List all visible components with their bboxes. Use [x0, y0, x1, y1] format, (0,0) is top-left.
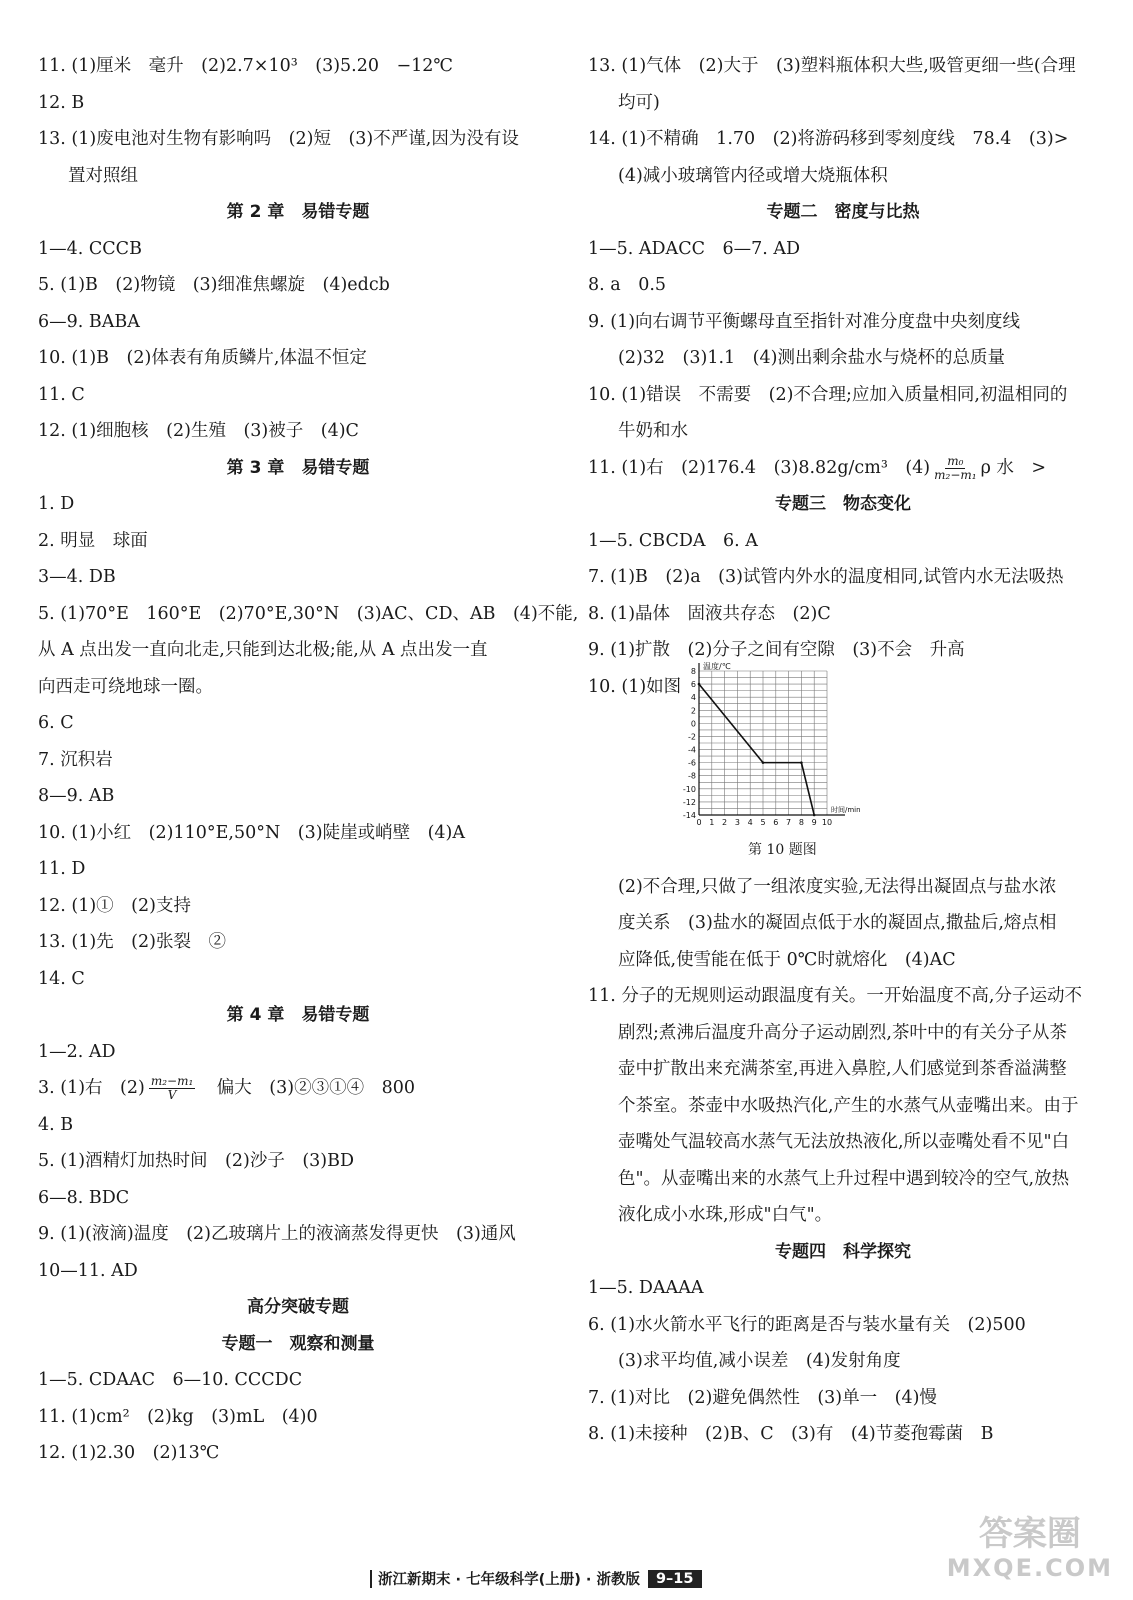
- answer-line: 7. (1)对比 (2)避免偶然性 (3)单一 (4)慢: [588, 1387, 937, 1408]
- answer-line: 13. (1)先 (2)张裂 ②: [38, 932, 226, 952]
- answer-line: 11. (1)厘米 毫升 (2)2.7×10³ (3)5.20 −12℃: [38, 56, 454, 76]
- answer-line: 11. C: [38, 384, 85, 405]
- answer-line: 10. (1)错误 不需要 (2)不合理;应加入质量相同,初温相同的: [588, 384, 1068, 405]
- fraction-numerator: m₂−m₁: [150, 1074, 194, 1088]
- answer-line: 3—4. DB: [38, 567, 116, 587]
- fraction-numerator: m₀: [947, 453, 964, 468]
- answer-line: 5. (1)70°E 160°E (2)70°E,30°N (3)AC、CD、AB (4)不能,: [38, 603, 579, 624]
- answer-line: 8—9. AB: [38, 786, 115, 806]
- answer-line: 11. 分子的无规则运动跟温度有关。一开始温度不高,分子运动不: [588, 986, 1082, 1006]
- answer-line: 10. (1)B (2)体表有角质鳞片,体温不恒定: [38, 348, 367, 368]
- answer-line: 1—4. CCCB: [38, 238, 142, 259]
- answer-line: 1—5. CDAAC 6—10. CCCDC: [38, 1370, 303, 1390]
- section-heading: 第 3 章 易错专题: [226, 457, 370, 478]
- x-axis-label: 时间/min: [831, 805, 861, 814]
- answer-line: 8. a 0.5: [588, 275, 667, 295]
- answer-line-continued: 色"。从壶嘴出来的水蒸气上升过程中遇到较冷的空气,放热: [618, 1168, 1070, 1189]
- answer-line: 13. (1)废电池对生物有影响吗 (2)短 (3)不严谨,因为没有设: [38, 129, 519, 149]
- cooling-curve-chart: [673, 659, 863, 834]
- y-tick-label: -14: [682, 810, 696, 820]
- x-tick-label: 2: [722, 817, 728, 827]
- answer-line-continued: 壶嘴处气温较高水蒸气无法放热液化,所以壶嘴处看不见"白: [618, 1132, 1070, 1152]
- y-tick-label: -12: [682, 797, 696, 807]
- watermark-url: MXQE.COM: [946, 1554, 1113, 1582]
- data-point: [762, 761, 765, 764]
- answer-line-continued: 个茶室。茶壶中水吸热汽化,产生的水蒸气从壶嘴出来。由于: [618, 1095, 1079, 1116]
- fraction-denominator: m₂−m₁: [934, 467, 977, 482]
- figure-row: [588, 661, 1098, 869]
- answer-line: 8. (1)晶体 固液共存态 (2)C: [588, 603, 831, 624]
- data-point: [800, 761, 803, 764]
- answer-line-continued: (2)32 (3)1.1 (4)测出剩余盐水与烧杯的总质量: [618, 348, 1005, 368]
- watermark-text: 答案圈: [978, 1514, 1081, 1554]
- answer-line-continued: 剧烈;煮沸后温度升高分子运动剧烈,茶叶中的有关分子从茶: [618, 1022, 1067, 1043]
- section-heading: 高分突破专题: [247, 1297, 349, 1317]
- answer-line-continued: (4)减小玻璃管内径或增大烧瓶体积: [618, 165, 888, 186]
- y-tick-label: 0: [690, 718, 696, 728]
- data-point: [698, 682, 701, 685]
- answer-line: 向西走可绕地球一圈。: [38, 676, 213, 697]
- answer-line: 14. (1)不精确 1.70 (2)将游码移到零刻度线 78.4 (3)>: [588, 129, 1069, 149]
- answer-line: 13. (1)气体 (2)大于 (3)塑料瓶体积大些,吸管更细一些(合理: [588, 56, 1076, 76]
- y-tick-label: 4: [690, 692, 696, 702]
- answer-line-continued: 置对照组: [68, 165, 138, 186]
- answer-line: 8. (1)未接种 (2)B、C (3)有 (4)节菱孢霉菌 B: [588, 1424, 994, 1444]
- footer-title: 浙江新期末 · 七年级科学(上册) · 浙教版: [378, 1572, 640, 1588]
- x-tick-label: 7: [786, 817, 792, 827]
- section-heading: 专题一 观察和测量: [221, 1333, 375, 1354]
- y-tick-label: 2: [690, 705, 696, 715]
- y-tick-label: -2: [688, 731, 696, 741]
- answer-line: 12. (1)① (2)支持: [38, 895, 191, 916]
- y-tick-label: -8: [688, 771, 696, 781]
- x-tick-label: 5: [760, 817, 766, 827]
- y-tick-label: 8: [690, 666, 696, 676]
- answer-line: 1. D: [38, 494, 75, 514]
- section-heading: 专题三 物态变化: [775, 494, 911, 514]
- answer-label: 10. (1)如图: [588, 676, 682, 697]
- answer-text: 偏大 (3)②③①④ 800: [199, 1078, 415, 1098]
- answer-line-with-fraction: [38, 1070, 558, 1107]
- answer-line: 12. (1)2.30 (2)13℃: [38, 1443, 220, 1463]
- answer-line: 9. (1)(液滴)温度 (2)乙玻璃片上的液滴蒸发得更快 (3)通风: [38, 1224, 516, 1244]
- x-tick-label: 1: [709, 817, 715, 827]
- section-heading: 第 4 章 易错专题: [226, 1005, 370, 1025]
- answer-line: 6—9. BABA: [38, 311, 140, 332]
- answer-line: 10. (1)小红 (2)110°E,50°N (3)陡崖或峭壁 (4)A: [38, 822, 466, 843]
- y-tick-label: -10: [682, 784, 696, 794]
- data-point: [813, 813, 816, 816]
- x-tick-label: 4: [747, 817, 753, 827]
- answer-line: 5. (1)酒精灯加热时间 (2)沙子 (3)BD: [38, 1151, 355, 1171]
- answer-line: 4. B: [38, 1114, 74, 1135]
- left-column: [38, 48, 579, 1472]
- answer-line: 6—8. BDC: [38, 1187, 130, 1208]
- section-heading: 专题二 密度与比热: [766, 202, 920, 222]
- answer-line: 6. (1)水火箭水平飞行的距离是否与装水量有关 (2)500: [588, 1314, 1026, 1335]
- answer-line: 9. (1)向右调节平衡螺母直至指针对准分度盘中央刻度线: [588, 311, 1021, 332]
- answer-text: 3. (1)右 (2): [38, 1078, 145, 1098]
- answer-line: 1—2. AD: [38, 1041, 116, 1062]
- page-footer: [370, 1568, 702, 1589]
- answer-text: 11. (1)右 (2)176.4 (3)8.82g/cm³ (4): [588, 457, 931, 478]
- section-heading: 专题四 科学探究: [775, 1241, 911, 1262]
- answer-line-continued: 应降低,使雪能在低于 0℃时就熔化 (4)AC: [618, 949, 956, 970]
- answer-line-continued: 液化成小水珠,形成"白气"。: [618, 1205, 833, 1225]
- answer-line: 7. (1)B (2)a (3)试管内外水的温度相同,试管内水无法吸热: [588, 567, 1064, 587]
- answer-line: 7. 沉积岩: [38, 749, 113, 770]
- answer-line: 1—5. CBCDA 6. A: [588, 530, 758, 551]
- y-tick-label: 6: [690, 679, 696, 689]
- answer-line: 11. (1)cm² (2)kg (3)mL (4)0: [38, 1406, 318, 1427]
- figure-caption: 第 10 题图: [748, 841, 817, 858]
- answer-line: 1—5. ADACC 6—7. AD: [588, 238, 801, 259]
- y-tick-label: -4: [688, 745, 696, 755]
- answer-line: 2. 明显 球面: [38, 530, 148, 551]
- answer-line-continued: (2)不合理,只做了一组浓度实验,无法得出凝固点与盐水浓: [618, 876, 1057, 897]
- x-tick-label: 8: [798, 817, 804, 827]
- page-number: 9–15: [648, 1570, 702, 1588]
- answer-line: 从 A 点出发一直向北走,只能到达北极;能,从 A 点出发一直: [38, 640, 488, 660]
- answer-line-with-fraction: [588, 450, 1098, 487]
- x-tick-label: 9: [811, 817, 817, 827]
- watermark: [946, 1514, 1113, 1585]
- y-axis-label: 温度/℃: [703, 661, 731, 671]
- x-tick-label: 0: [696, 817, 702, 827]
- answer-line-continued: 均可): [618, 92, 660, 113]
- answer-line: 5. (1)B (2)物镜 (3)细准焦螺旋 (4)edcb: [38, 275, 390, 295]
- answer-line: 14. C: [38, 968, 85, 989]
- answer-text: ρ 水 >: [980, 457, 1047, 478]
- fraction: [934, 455, 976, 482]
- section-heading: 第 2 章 易错专题: [226, 202, 370, 222]
- answer-line-continued: 度关系 (3)盐水的凝固点低于水的凝固点,撒盐后,熔点相: [618, 913, 1057, 933]
- x-tick-label: 3: [734, 817, 740, 827]
- answer-line-continued: (3)求平均值,减小误差 (4)发射角度: [618, 1351, 901, 1371]
- answer-line-continued: 壶中扩散出来充满茶室,再进入鼻腔,人们感觉到茶香溢满整: [618, 1059, 1067, 1079]
- footer-bar: [370, 1570, 372, 1588]
- answer-line: 11. D: [38, 859, 86, 879]
- y-tick-label: -6: [688, 758, 696, 768]
- answer-line: 9. (1)扩散 (2)分子之间有空隙 (3)不会 升高: [588, 640, 965, 660]
- answer-line: 10—11. AD: [38, 1260, 138, 1281]
- answer-line: 12. (1)细胞核 (2)生殖 (3)被子 (4)C: [38, 421, 359, 441]
- answer-line: 1—5. DAAAA: [588, 1278, 704, 1298]
- answer-line-continued: 牛奶和水: [618, 421, 688, 441]
- right-column: [588, 48, 1098, 1453]
- answer-line: 6. C: [38, 713, 74, 733]
- answer-line: 12. B: [38, 92, 85, 113]
- fraction-denominator: V: [167, 1088, 177, 1102]
- fraction: [149, 1075, 195, 1102]
- x-tick-label: 6: [773, 817, 779, 827]
- x-tick-label: 10: [821, 817, 833, 827]
